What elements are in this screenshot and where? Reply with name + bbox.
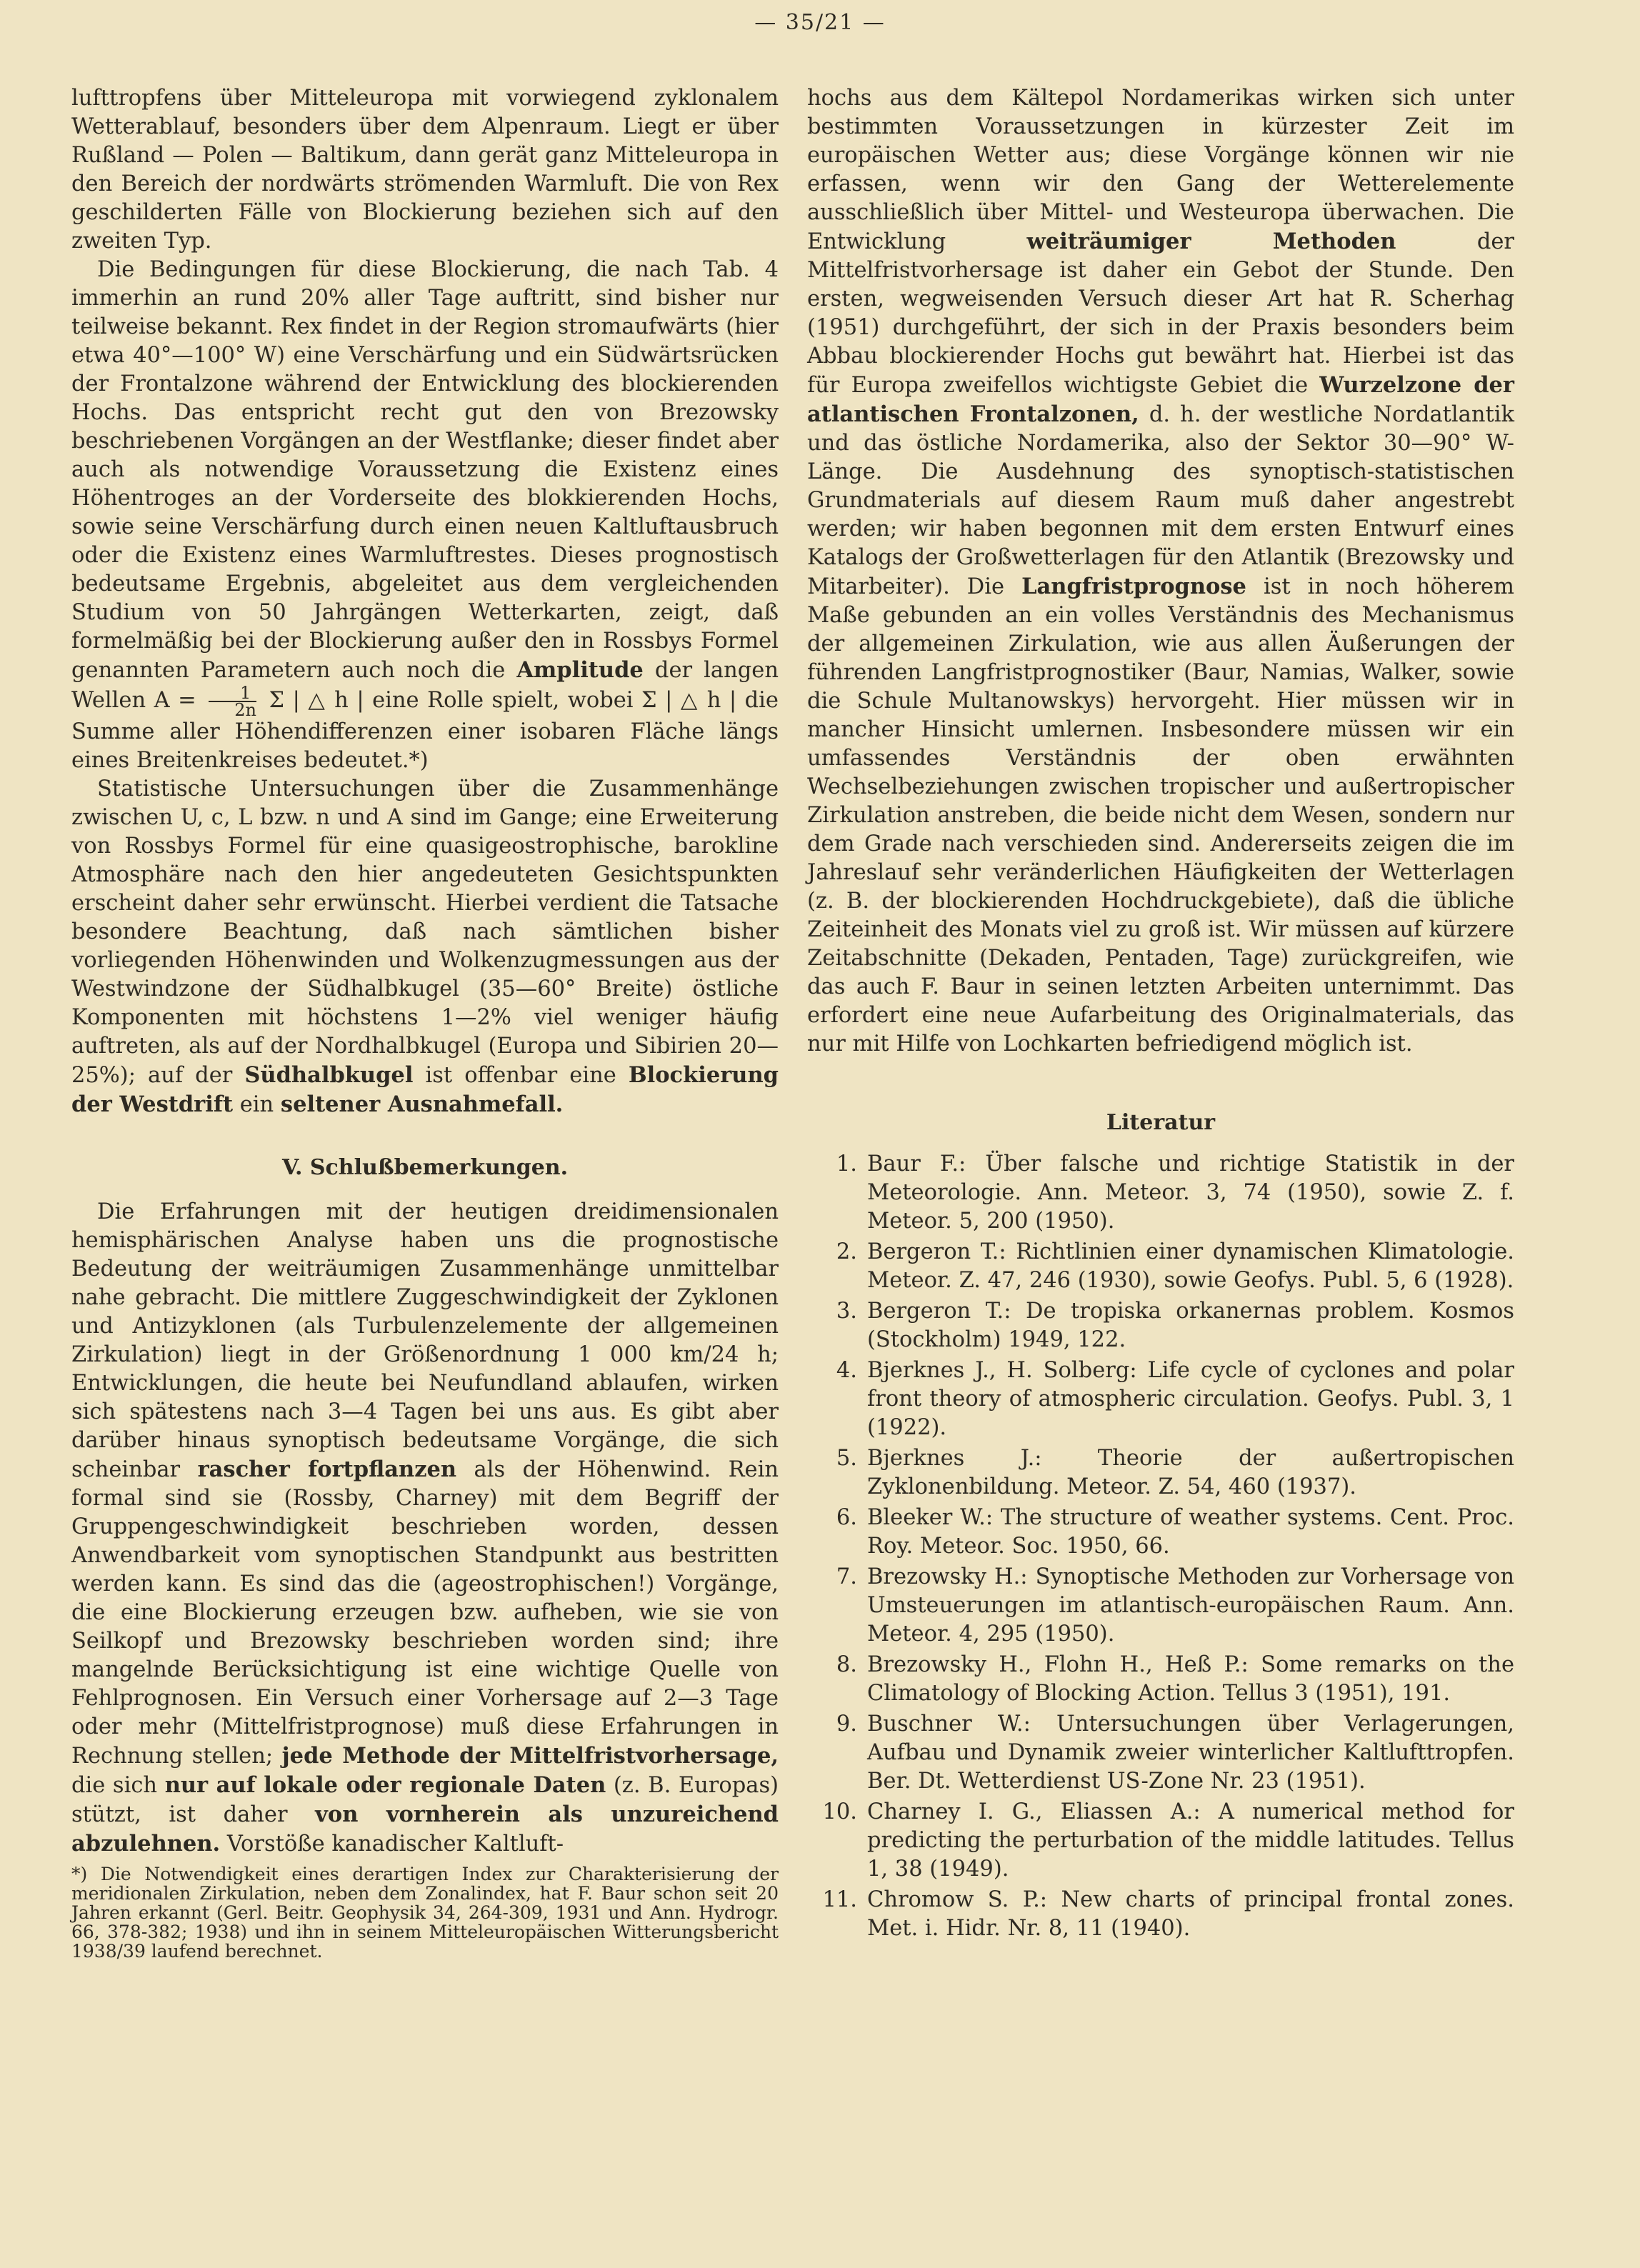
reference-item bbox=[807, 1238, 1514, 1295]
reference-item bbox=[807, 1357, 1514, 1442]
paragraph bbox=[807, 84, 1514, 1059]
emphasis: Südhalbkugel bbox=[244, 1062, 414, 1088]
text-run: (z. B. Europas) stützt, ist daher bbox=[71, 1773, 779, 1827]
reference-number: 8. bbox=[836, 1652, 857, 1677]
fraction-numerator: 1 bbox=[209, 685, 256, 702]
reference-number: 10. bbox=[822, 1799, 857, 1824]
emphasis: Amplitude bbox=[516, 657, 644, 683]
reference-item bbox=[807, 1886, 1514, 1943]
right-column bbox=[807, 84, 1514, 1945]
emphasis: Blockierung der Westdrift bbox=[71, 1062, 779, 1117]
reference-number: 6. bbox=[836, 1505, 857, 1530]
text-run: ist offenbar eine bbox=[425, 1063, 616, 1088]
text-run: der Mittelfristvorhersage ist daher ein Gebot der Stunde. Den ersten, wegweisenden Versuch dieser Art hat R. Scherhag (1951) durchgeführt, der sich in der Praxis besonders beim Abbau blockierender Hochs gut bewährt hat. Hierbei ist das für Europa zweifellos wichtigste Gebiet die bbox=[807, 229, 1514, 398]
reference-item bbox=[807, 1710, 1514, 1796]
reference-text: Bergeron T.: De tropiska orkanernas problem. Kosmos (Stockholm) 1949, 122. bbox=[867, 1299, 1514, 1352]
references-heading: Literatur bbox=[1106, 1110, 1216, 1135]
footnote: *) Die Notwendigkeit eines derartigen Index zur Charakterisierung der meridionalen Zirkulation, neben dem Zonalindex, hat F. Baur schon seit 20 Jahren erkannt (Gerl. Beitr. Geophysik 34, 264-309, 1931 und Ann. Hydrogr. 66, 378-382; 1938) und ihn in seinem Mitteleuropäischen Witterungsbericht 1938/39 laufend berechnet. bbox=[71, 1864, 779, 1962]
text-run: Statistische Untersuchungen über die Zusammenhänge zwischen U, c, L bzw. n und A sind im Gange; eine Erweiterung von Rossbys Formel für eine quasigeostrophische, barokline Atmosphäre nach den hier angedeuteten Gesichtspunkten erscheint daher sehr erwünscht. Hierbei verdient die Tatsache besondere Beachtung, daß nach sämtlichen bisher vorliegenden Höhenwinden und Wolkenzugmessungen aus der Westwindzone der Südhalbkugel (35—60° Breite) östliche Komponenten mit höchstens 1—2% viel weniger häufig auftreten, als auf der Nordhalbkugel (Europa und Sibirien 20—25%); auf der bbox=[71, 776, 779, 1088]
paragraph bbox=[71, 1198, 779, 1859]
reference-text: Bergeron T.: Richtlinien einer dynamischen Klimatologie. Meteor. Z. 47, 246 (1930), sowie Geofys. Publ. 5, 6 (1928). bbox=[867, 1239, 1514, 1293]
reference-text: Bjerknes J., H. Solberg: Life cycle of cyclones and polar front theory of atmospheric circulation. Geofys. Publ. 3, 1 (1922). bbox=[867, 1358, 1514, 1440]
text-run: ist in noch höherem Maße gebunden an ein volles Verständnis des Mechanismus der allgemeinen Zirkulation, wie aus allen Äußerungen der führenden Langfristprognostiker (Baur, Namias, Walker, sowie die Schule Multanowskys) hervorgeht. Hier müssen wir in mancher Hinsicht umlernen. Insbesondere müssen wir ein umfassendes Verständnis der oben erwähnten Wechselbeziehungen zwischen tropischer und außertropischer Zirkulation anstreben, die beide nicht dem Wesen, sondern nur dem Grade nach verschieden sind. Andererseits zeigen die im Jahreslauf sehr veränderlichen Häufigkeiten der Wetterlagen (z. B. der blockierenden Hochdruckgebiete), daß die übliche Zeiteinheit des Monats viel zu groß ist. Wir müssen auf kürzere Zeitabschnitte (Dekaden, Pentaden, Tage) zurückgreifen, wie das auch F. Baur in seinen letzten Arbeiten unternimmt. Das erfordert eine neue Aufarbeitung des Originalmaterials, das nur mit Hilfe von Lochkarten befriedigend möglich ist. bbox=[807, 574, 1514, 1056]
reference-number: 11. bbox=[822, 1887, 857, 1912]
reference-item bbox=[807, 1798, 1514, 1884]
reference-text: Bleeker W.: The structure of weather systems. Cent. Proc. Roy. Meteor. Soc. 1950, 66. bbox=[867, 1505, 1514, 1559]
text-run: Die Erfahrungen mit der heutigen dreidimensionalen hemisphärischen Analyse haben uns die prognostische Bedeutung der weiträumigen Zusammenhänge unmittelbar nahe gebracht. Die mittlere Zuggeschwindigkeit der Zyklonen und Antizyklonen (als Turbulenzelemente der allgemeinen Zirkulation) liegt in der Größenordnung 1 000 km/24 h; Entwicklungen, die heute bei Neufundland ablaufen, wirken sich spätestens nach 3—4 Tagen bei uns aus. Es gibt aber darüber hinaus synoptisch bedeutsame Vorgänge, die sich scheinbar bbox=[71, 1199, 779, 1482]
emphasis: jede Methode der Mittelfristvorhersage, bbox=[281, 1743, 779, 1769]
fraction-denominator: 2n bbox=[234, 700, 256, 720]
emphasis: seltener Ausnahmefall. bbox=[280, 1091, 564, 1117]
text-run: die sich bbox=[71, 1773, 158, 1798]
reference-text: Brezowsky H.: Synoptische Methoden zur Vorhersage von Umsteuerungen im atlantisch-europäischen Raum. Ann. Meteor. 4, 295 (1950). bbox=[867, 1564, 1514, 1647]
reference-text: Charney I. G., Eliassen A.: A numerical method for predicting the perturbation of the middle latitudes. Tellus 1, 38 (1949). bbox=[867, 1799, 1514, 1882]
reference-item bbox=[807, 1504, 1514, 1561]
section-heading: V. Schlußbemerkungen. bbox=[281, 1155, 569, 1180]
emphasis: weiträumiger Methoden bbox=[1026, 229, 1396, 254]
reference-number: 9. bbox=[836, 1712, 857, 1737]
text-run: d. h. der westliche Nordatlantik und das östliche Nordamerika, also der Sektor 30—90° W-Länge. Die Ausdehnung des synoptisch-statistischen Grundmaterials auf diesem Raum muß daher angestrebt werden; wir haben begonnen mit dem ersten Entwurf eines Katalogs der Großwetterlagen für den Atlantik (Brezowsky und Mitarbeiter). Die bbox=[807, 402, 1514, 599]
text-run: ein bbox=[239, 1092, 274, 1117]
reference-item bbox=[807, 1444, 1514, 1502]
reference-text: Bjerknes J.: Theorie der außertropischen Zyklonenbildung. Meteor. Z. 54, 460 (1937). bbox=[867, 1446, 1514, 1499]
paragraph: lufttropfens über Mitteleuropa mit vorwiegend zyklonalem Wetterablauf, besonders über dem Alpenraum. Liegt er über Rußland — Polen — Baltikum, dann gerät ganz Mitteleuropa in den Bereich der nordwärts strömenden Warmluft. Die von Rex geschilderten Fälle von Blockierung beziehen sich auf den zweiten Typ. bbox=[71, 86, 779, 254]
reference-list bbox=[807, 1150, 1514, 1943]
page-number: — 35/21 — bbox=[754, 10, 886, 35]
text-run: hochs aus dem Kältepol Nordamerikas wirken sich unter bestimmten Voraussetzungen in kürzester Zeit im europäischen Wetter aus; diese Vorgänge können wir nie erfassen, wenn wir den Gang der Wetterelemente ausschließlich über Mittel- und Westeuropa überwachen. Die Entwicklung bbox=[807, 86, 1514, 254]
emphasis: von vornherein als unzureichend abzulehnen. bbox=[71, 1802, 779, 1857]
reference-text: Chromow S. P.: New charts of principal frontal zones. Met. i. Hidr. Nr. 8, 11 (1940). bbox=[867, 1887, 1514, 1941]
text-run: Σ | △ h | eine Rolle spielt, wobei Σ | △ h | die Summe aller Höhendifferenzen einer isobaren Fläche längs eines Breitenkreises bedeutet.*) bbox=[71, 688, 779, 773]
emphasis: nur auf lokale oder regionale Daten bbox=[164, 1772, 606, 1798]
reference-item bbox=[807, 1297, 1514, 1354]
text-run: Die Bedingungen für diese Blockierung, die nach Tab. 4 immerhin an rund 20% aller Tage auftritt, sind bisher nur teilweise bekannt. Rex findet in der Region stromaufwärts (hier etwa 40°—100° W) eine Verschärfung und ein Südwärtsrücken der Frontalzone während der Entwicklung des blockierenden Hochs. Das entspricht recht gut den von Brezowsky beschriebenen Vorgängen an der Westflanke; dieser findet aber auch als notwendige Voraussetzung die Existenz eines Höhentroges an der Vorderseite des blokkierenden Hochs, sowie seine Verschärfung durch einen neuen Kaltluftausbruch oder die Existenz eines Warmluftrestes. Dieses prognostisch bedeutsame Ergebnis, abgeleitet aus dem vergleichenden Studium von 50 Jahrgängen Wetterkarten, zeigt, daß formelmäßig bei der Blockierung außer den in Rossbys Formel genannten Parametern auch noch die bbox=[71, 257, 779, 683]
reference-item bbox=[807, 1563, 1514, 1649]
reference-text: Brezowsky H., Flohn H., Heß P.: Some remarks on the Climatology of Blocking Action. Tellus 3 (1951), 191. bbox=[867, 1652, 1514, 1706]
reference-number: 3. bbox=[836, 1299, 857, 1324]
text-run: Vorstöße kanadischer Kaltluft- bbox=[226, 1832, 564, 1857]
emphasis: rascher fortpflanzen bbox=[197, 1457, 457, 1482]
text-run: als der Höhenwind. Rein formal sind sie (Rossby, Charney) mit dem Begriff der Gruppengeschwindigkeit beschrieben worden, dessen Anwendbarkeit vom synoptischen Standpunkt aus bestritten werden kann. Es sind das die (ageostrophischen!) Vorgänge, die eine Blockierung erzeugen bzw. aufheben, wie sie von Seilkopf und Brezowsky beschrieben worden sind; ihre mangelnde Berücksichtigung ist eine wichtige Quelle von Fehlprognosen. Ein Versuch einer Vorhersage auf 2—3 Tage oder mehr (Mittelfristprognose) muß diese Erfahrungen in Rechnung stellen; bbox=[71, 1457, 779, 1769]
paragraph bbox=[71, 775, 779, 1119]
fraction bbox=[209, 685, 256, 718]
reference-number: 7. bbox=[836, 1564, 857, 1589]
reference-text: Baur F.: Über falsche und richtige Statistik in der Meteorologie. Ann. Meteor. 3, 74 (1950), sowie Z. f. Meteor. 5, 200 (1950). bbox=[867, 1152, 1514, 1234]
reference-number: 1. bbox=[836, 1152, 857, 1177]
emphasis: Langfristprognose bbox=[1021, 574, 1246, 599]
reference-item bbox=[807, 1150, 1514, 1236]
reference-number: 4. bbox=[836, 1358, 857, 1383]
paragraph bbox=[71, 256, 779, 775]
left-column bbox=[71, 84, 779, 1961]
reference-text: Buschner W.: Untersuchungen über Verlagerungen, Aufbau und Dynamik zweier winterlicher Kaltlufttropfen. Ber. Dt. Wetterdienst US-Zone Nr. 23 (1951). bbox=[867, 1712, 1514, 1794]
emphasis: Wurzelzone der atlantischen Frontalzonen, bbox=[807, 372, 1514, 427]
text-run: der langen Wellen A = bbox=[71, 658, 779, 713]
reference-number: 2. bbox=[836, 1239, 857, 1264]
reference-item bbox=[807, 1651, 1514, 1708]
reference-number: 5. bbox=[836, 1446, 857, 1471]
